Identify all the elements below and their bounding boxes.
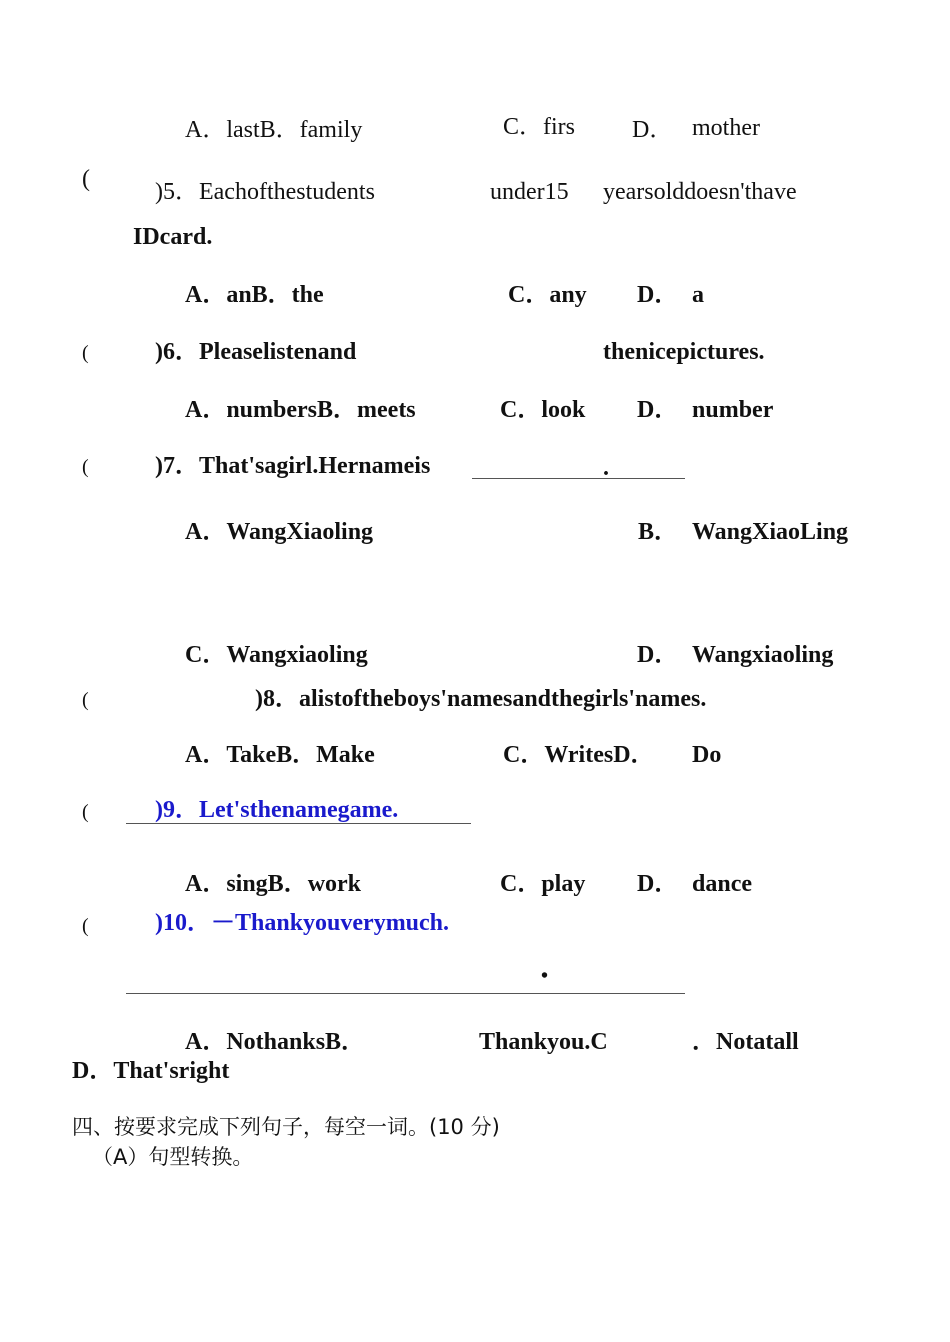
q10-option-c: ．Notatall (692, 1029, 799, 1055)
q5-end: yearsolddoesn'thave (603, 179, 797, 205)
q5-continuation: IDcard. (133, 224, 213, 250)
q6-option-a-b: A．numbersB．meets (185, 397, 416, 423)
q6-paren: ( (82, 342, 89, 364)
q7-stem: )7．That'sagirl.Hernameis (155, 453, 431, 479)
q4-option-a-b: A．lastB．family (185, 117, 363, 143)
q8-stem: )8．alistoftheboys'namesandthegirls'names. (255, 686, 707, 712)
q5-option-d-letter: D． (637, 282, 679, 308)
q7-option-c: C．Wangxiaoling (185, 642, 368, 668)
q6-option-d-text: number (692, 397, 774, 423)
q9-paren: ( (82, 801, 89, 823)
q4-option-d-letter: D． (632, 117, 674, 143)
q10-paren: ( (82, 915, 89, 937)
q9-option-d-letter: D． (637, 871, 679, 897)
q5-option-c: C．any (508, 282, 587, 308)
q10-option-a-b: A．NothanksB． (185, 1029, 366, 1055)
q9-option-a-b: A．singB．work (185, 871, 362, 897)
q10-stem: )10．－Thankyouverymuch. (155, 910, 450, 936)
q8-option-c-d: C．WritesD． (503, 742, 655, 768)
q5-option-d-text: a (692, 282, 704, 308)
q10-option-d: D．That'sright (72, 1058, 230, 1084)
q6-stem: )6．Pleaselistenand (155, 339, 357, 365)
q7-option-d-text: Wangxiaoling (692, 642, 834, 668)
q5-option-a-b: A．anB．the (185, 282, 324, 308)
q10-option-b-c: Thankyou.C (479, 1029, 608, 1055)
q9-option-c: C．play (500, 871, 586, 897)
q7-answer-blank (472, 478, 685, 479)
q7-option-b-text: WangXiaoLing (692, 519, 849, 545)
q9-stem: )9．Let'sthenamegame. (155, 797, 399, 823)
q7-option-b-letter: B． (638, 519, 679, 545)
q8-paren: ( (82, 689, 89, 711)
q10-dot: • (541, 965, 549, 987)
q4-option-c: C．firs (503, 114, 575, 140)
q9-option-d-text: dance (692, 871, 752, 897)
q7-option-a: A．WangXiaoling (185, 519, 374, 545)
q10-answer-blank (126, 993, 685, 994)
section-4-heading: 四、按要求完成下列句子，每空一词。(10 分) (72, 1115, 500, 1139)
q5-paren: ( (82, 166, 90, 192)
q5-mid: under15 (490, 179, 569, 205)
section-4-subheading: （A）句型转换。 (92, 1145, 254, 1169)
q7-paren: ( (82, 456, 89, 478)
q6-option-c: C．look (500, 397, 586, 423)
q8-option-a-b: A．TakeB．Make (185, 742, 375, 768)
q5-stem: )5．Eachofthestudents (155, 179, 375, 205)
q7-option-d-letter: D． (637, 642, 679, 668)
q4-option-d-text: mother (692, 115, 760, 141)
q9-answer-blank (126, 823, 471, 824)
q8-option-d-text: Do (692, 742, 722, 768)
q7-dot: . (603, 455, 609, 481)
q6-end: thenicepictures. (603, 339, 765, 365)
q6-option-d-letter: D． (637, 397, 679, 423)
